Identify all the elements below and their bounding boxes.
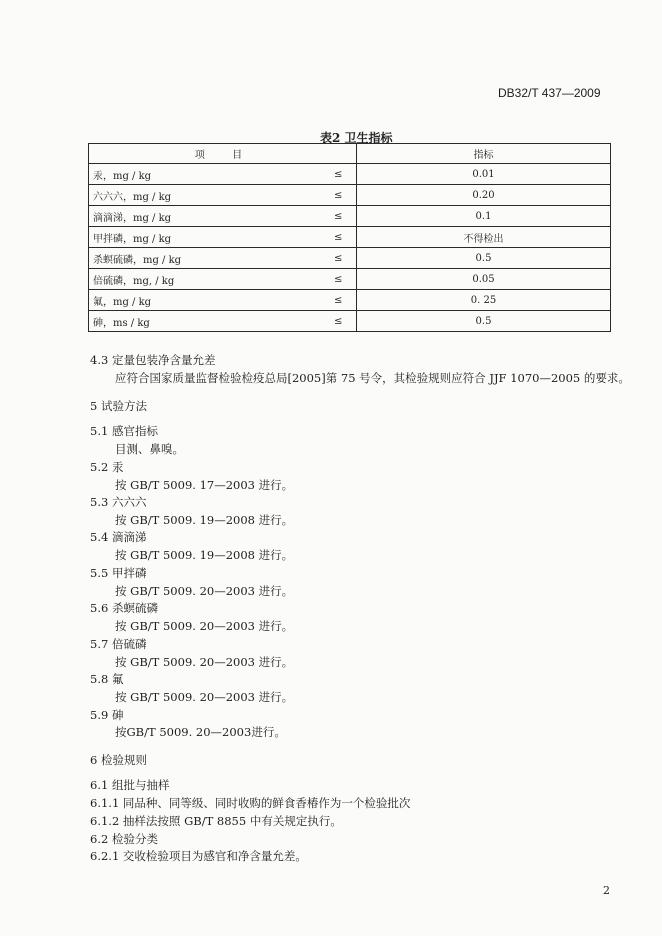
row-value: 0. 25 (357, 290, 611, 311)
table-row (89, 164, 611, 185)
hygiene-indicator-table (88, 143, 611, 332)
table-row (89, 269, 611, 290)
section-heading: 5.8 氟 (90, 672, 124, 686)
table-title: 表2 卫生指标 (320, 131, 393, 145)
header-item: 项 目 (89, 144, 357, 164)
row-value: 0.01 (357, 164, 611, 185)
paragraph-text: 目测、鼻嗅。 (115, 442, 184, 456)
row-value: 0.1 (357, 206, 611, 227)
table-row (89, 248, 611, 269)
section-heading: 5.9 砷 (90, 708, 124, 722)
section-heading: 5.6 杀螟硫磷 (90, 601, 158, 615)
paragraph-text: 6.1.1 同品种、同等级、同时收购的鲜食香椿作为一个检验批次 (90, 796, 411, 810)
section-heading: 6.2 检验分类 (90, 832, 158, 846)
paragraph-text: 按 GB/T 5009. 19—2008 进行。 (115, 548, 294, 562)
row-item: 滴滴涕，mg / kg (89, 206, 333, 227)
paragraph-text: 应符合国家质量监督检验检疫总局[2005]第 75 号令，其检验规则应符合 JJF 1070—2005 的要求。 (115, 371, 630, 385)
table-row (89, 290, 611, 311)
page-number: 2 (603, 884, 610, 897)
paragraph-text: 按 GB/T 5009. 20—2003 进行。 (115, 584, 294, 598)
row-symbol: ≤ (332, 185, 357, 206)
row-item: 砷，ms / kg (89, 311, 333, 332)
section-heading: 5.5 甲拌磷 (90, 566, 147, 580)
paragraph-text: 6.2.1 交收检验项目为感官和净含量允差。 (90, 849, 307, 863)
row-symbol: ≤ (332, 269, 357, 290)
section-heading: 5.3 六六六 (90, 495, 147, 509)
paragraph-text: 按 GB/T 5009. 20—2003 进行。 (115, 690, 294, 704)
paragraph-text: 按 GB/T 5009. 17—2003 进行。 (115, 478, 294, 492)
section-heading: 5.4 滴滴涕 (90, 530, 147, 544)
section-heading: 5.7 倍硫磷 (90, 637, 147, 651)
row-symbol: ≤ (332, 248, 357, 269)
row-value: 0.5 (357, 248, 611, 269)
table-row (89, 206, 611, 227)
row-value: 0.05 (357, 269, 611, 290)
table-row (89, 311, 611, 332)
table-header-row (89, 144, 611, 164)
section-heading: 5.2 汞 (90, 460, 124, 474)
row-symbol: ≤ (332, 227, 357, 248)
row-item: 倍硫磷，mg, / kg (89, 269, 333, 290)
header-limit: 指标 (357, 144, 611, 164)
paragraph-text: 按 GB/T 5009. 20—2003 进行。 (115, 619, 294, 633)
row-value: 0.20 (357, 185, 611, 206)
row-item: 杀螟硫磷，mg / kg (89, 248, 333, 269)
row-symbol: ≤ (332, 311, 357, 332)
row-symbol: ≤ (332, 290, 357, 311)
standard-code: DB32/T 437—2009 (498, 86, 601, 100)
paragraph-text: 按GB/T 5009. 20—2003进行。 (115, 725, 286, 739)
row-item: 汞，mg / kg (89, 164, 333, 185)
row-value: 不得检出 (357, 227, 611, 248)
row-item: 氟，mg / kg (89, 290, 333, 311)
paragraph-text: 6.1.2 抽样法按照 GB/T 8855 中有关规定执行。 (90, 814, 342, 828)
row-value: 0.5 (357, 311, 611, 332)
row-symbol: ≤ (332, 206, 357, 227)
row-symbol: ≤ (332, 164, 357, 185)
table-row (89, 185, 611, 206)
section-heading: 6.1 组批与抽样 (90, 778, 170, 792)
paragraph-text: 按 GB/T 5009. 20—2003 进行。 (115, 655, 294, 669)
section-heading: 5.1 感官指标 (90, 424, 158, 438)
row-item: 甲拌磷，mg / kg (89, 227, 333, 248)
row-item: 六六六，mg / kg (89, 185, 333, 206)
paragraph-text: 按 GB/T 5009. 19—2008 进行。 (115, 513, 294, 527)
section-heading: 6 检验规则 (90, 753, 147, 767)
table-row (89, 227, 611, 248)
section-heading: 4.3 定量包装净含量允差 (90, 353, 216, 367)
section-heading: 5 试验方法 (90, 399, 147, 413)
